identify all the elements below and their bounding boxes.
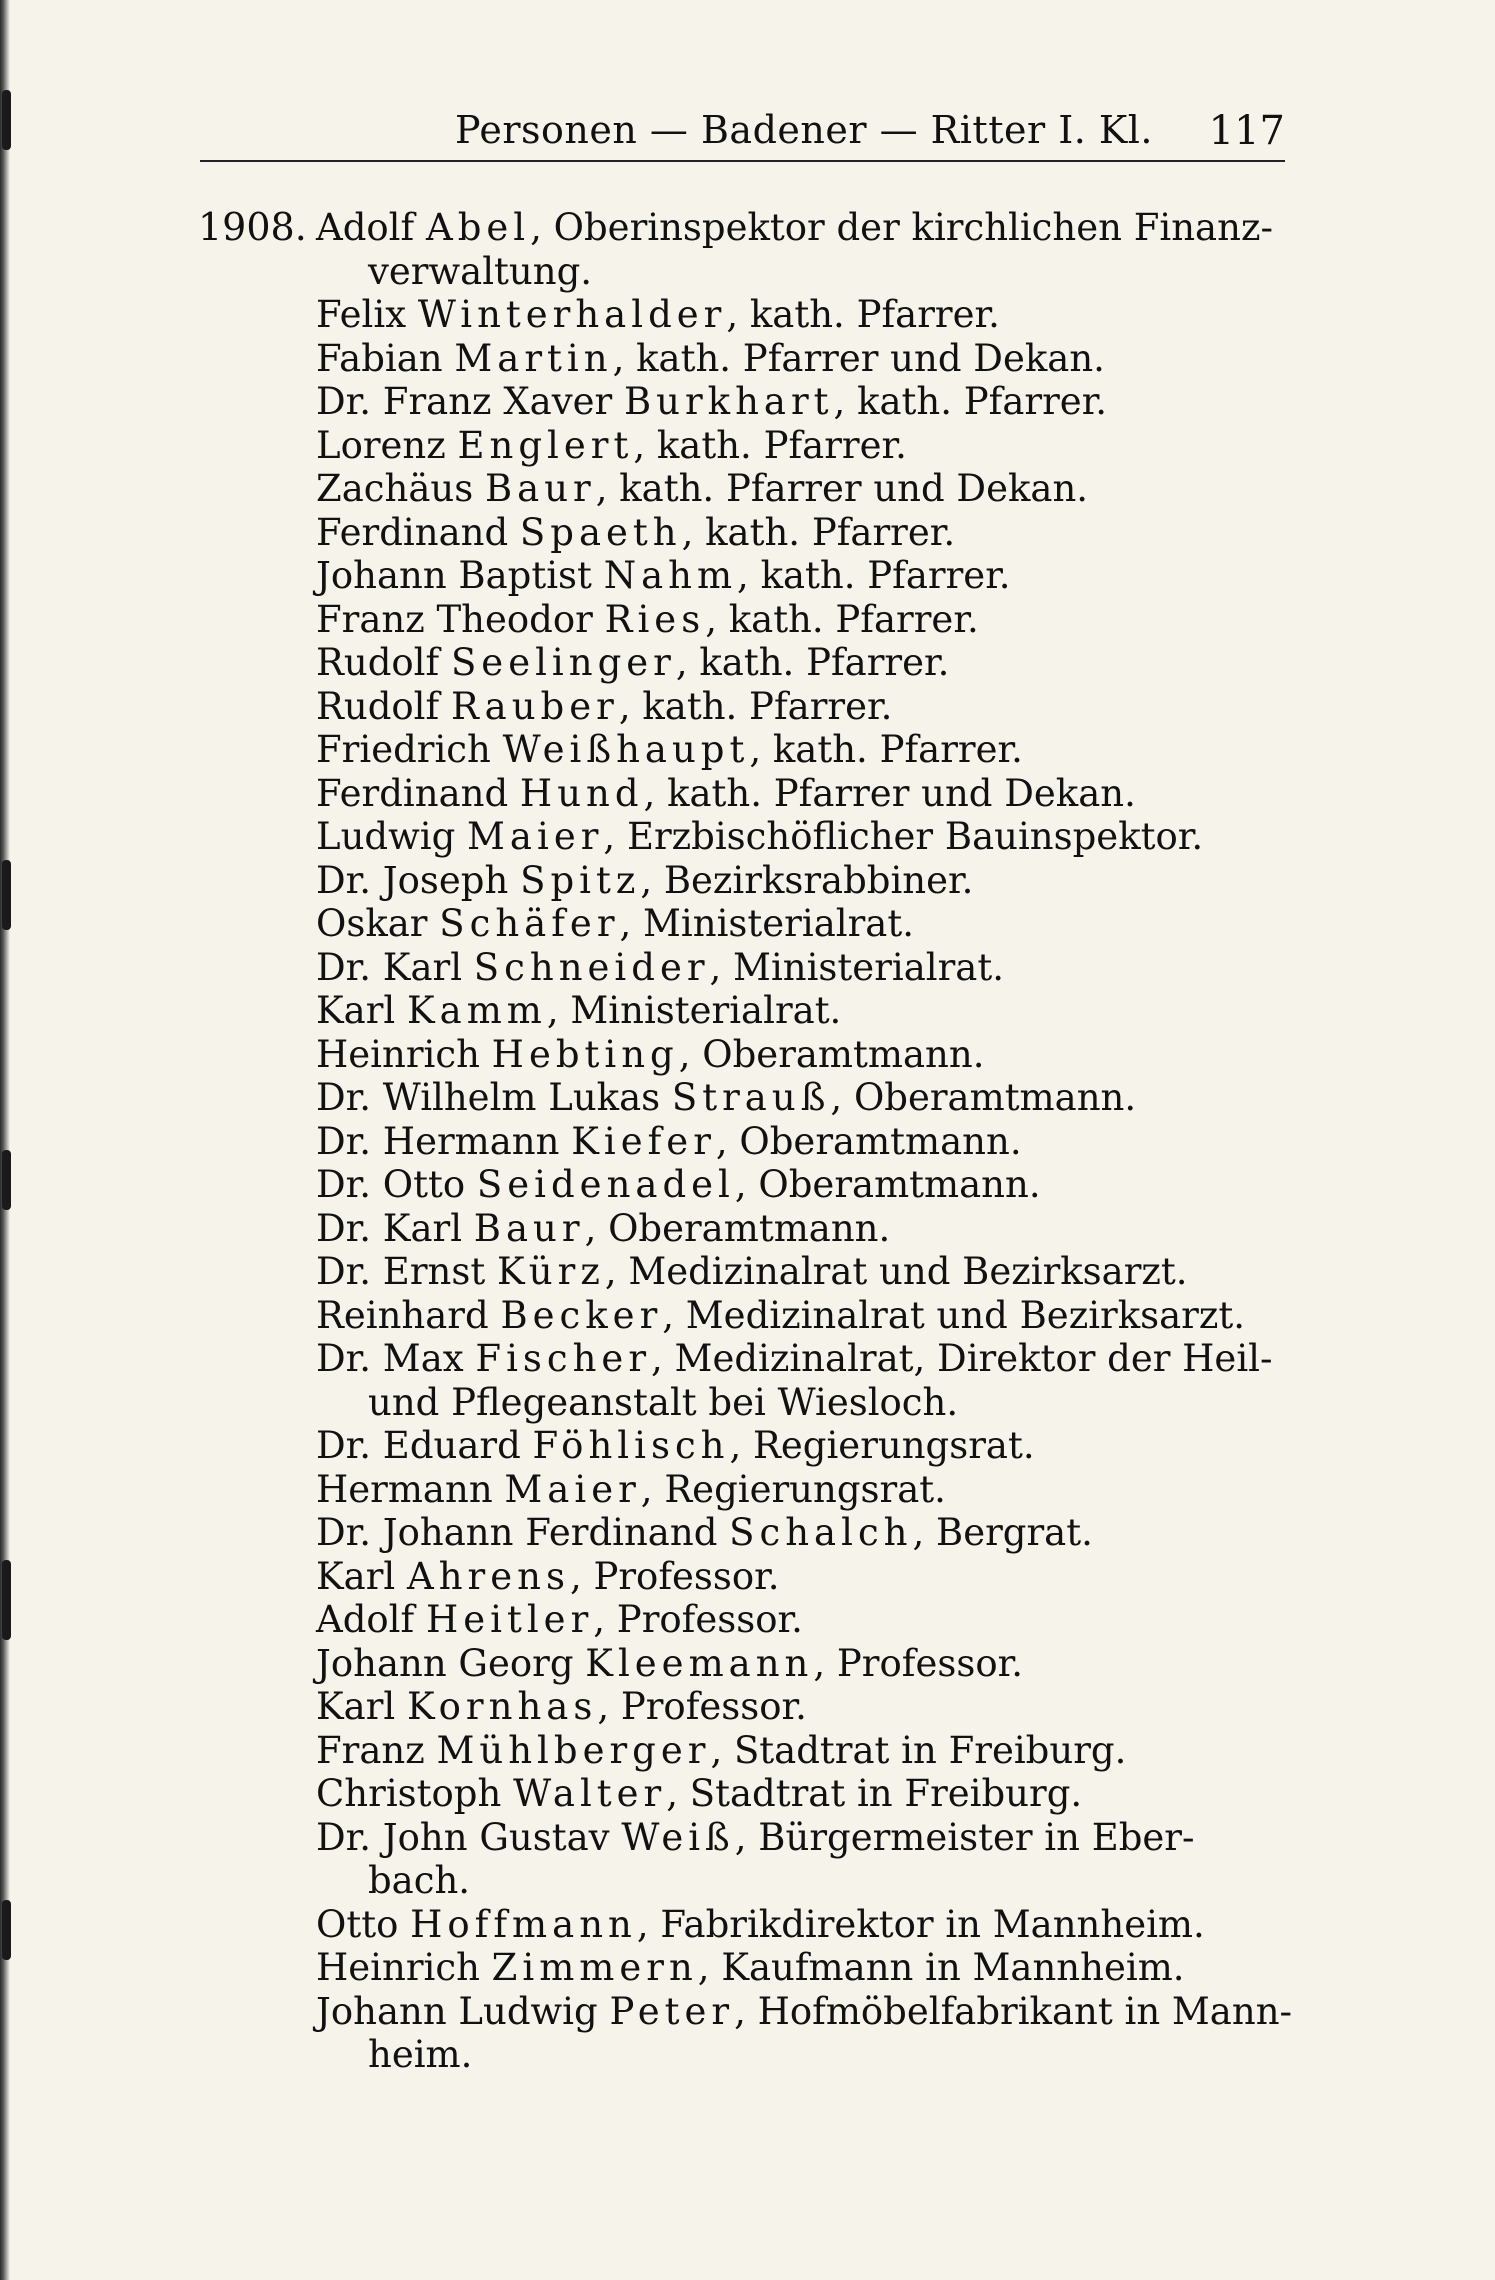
list-item [316, 641, 1288, 685]
surname: Spitz [520, 858, 641, 902]
title-description: , kath. Pfarrer. [618, 684, 893, 728]
given-name: Adolf [316, 1598, 415, 1641]
continuation-line: bach. [368, 1859, 471, 1902]
given-name: Karl [316, 1554, 396, 1598]
given-name: Dr. Hermann [316, 1119, 560, 1163]
title-description: , Ministerialrat. [619, 902, 914, 945]
given-name: Fabian [316, 336, 443, 380]
given-name: Oskar [316, 902, 428, 945]
given-name: Lorenz [316, 423, 446, 467]
given-name: Franz [316, 1728, 425, 1772]
surname: Nahm [603, 554, 738, 597]
title-description: , Oberamtmann. [830, 1076, 1137, 1119]
binding-mark [2, 90, 11, 150]
given-name: Karl [316, 989, 396, 1032]
given-name: Heinrich [316, 1946, 480, 1989]
given-name: Hermann [316, 1467, 493, 1511]
surname: Maier [504, 1467, 641, 1511]
list-item [316, 1946, 1288, 1990]
given-name: Johann Ludwig [316, 1989, 598, 2033]
binding-mark [2, 1900, 11, 1960]
list-item [316, 1250, 1288, 1294]
given-name: Dr. Karl [316, 1206, 463, 1250]
surname: Heitler [425, 1598, 594, 1641]
surname: Burkhart [623, 380, 834, 423]
title-description: , Medizinalrat und Bezirksarzt. [604, 1250, 1188, 1293]
surname: Kiefer [571, 1119, 716, 1163]
page-number: 117 [1208, 108, 1285, 154]
given-name: Rudolf [316, 641, 440, 684]
continuation-line: verwaltung. [368, 249, 593, 293]
given-name: Friedrich [316, 728, 491, 771]
given-name: Ludwig [316, 815, 456, 858]
binding-mark [2, 860, 11, 930]
surname: Fischer [475, 1337, 652, 1380]
title-description: , Professor. [569, 1554, 780, 1598]
surname: Kornhas [407, 1685, 598, 1728]
list-item [316, 815, 1288, 859]
title-description: , kath. Pfarrer und Dekan. [612, 336, 1105, 380]
title-description: , Oberamtmann. [734, 1163, 1041, 1206]
title-description: , Stadtrat in Freiburg. [710, 1728, 1127, 1772]
surname: Seidenadel [476, 1163, 735, 1206]
list-item [316, 1076, 1288, 1120]
surname: Weißhaupt [502, 728, 750, 771]
list-item [316, 1033, 1288, 1077]
title-description: , Oberamtmann. [584, 1206, 891, 1250]
list-item [316, 1207, 1288, 1251]
title-description: , Bezirksrabbiner. [640, 858, 974, 902]
list-item [316, 685, 1288, 729]
title-description: , kath. Pfarrer. [633, 423, 907, 467]
list-item [316, 1511, 1288, 1555]
surname: Hebting [491, 1032, 679, 1076]
surname: Zimmern [491, 1946, 698, 1989]
title-description: , Stadtrat in Freiburg. [666, 1772, 1083, 1815]
title-description: , Oberamtmann. [678, 1032, 985, 1076]
list-item [316, 1598, 1288, 1642]
given-name: Felix [316, 293, 407, 336]
title-description: , Medizinalrat, Direktor der Heil- [651, 1337, 1273, 1380]
title-description: , Bürgermeister in Eber- [734, 1815, 1195, 1859]
given-name: Adolf [316, 206, 415, 249]
list-item [316, 424, 1288, 468]
given-name: Dr. Max [316, 1337, 464, 1380]
year-label: 1908. [198, 205, 307, 249]
list-item [316, 989, 1288, 1033]
running-header [200, 108, 1285, 158]
list-item [316, 1772, 1288, 1816]
surname: Peter [609, 1989, 735, 2033]
given-name: Otto [316, 1902, 399, 1946]
title-description: , Hofmöbelfabrikant in Mann- [734, 1989, 1293, 2033]
surname: Abel [425, 206, 531, 249]
continuation-line: und Pflegeanstalt bei Wiesloch. [368, 1380, 959, 1424]
given-name: Reinhard [316, 1293, 489, 1337]
list-item [316, 293, 1288, 337]
title-description: , Erzbischöflicher Bauinspektor. [603, 815, 1204, 858]
list-item [316, 902, 1288, 946]
surname: Kürz [496, 1250, 605, 1293]
title-description: , kath. Pfarrer und Dekan. [595, 467, 1089, 510]
title-description: , kath. Pfarrer und Dekan. [643, 771, 1136, 815]
surname: Hoffmann [410, 1902, 637, 1946]
list-item [316, 1816, 1288, 1903]
surname: Walter [513, 1772, 667, 1815]
list-item [316, 728, 1288, 772]
given-name: Ferdinand [316, 771, 509, 815]
entry-list [316, 206, 1293, 2077]
title-description: , Kaufmann in Mannheim. [697, 1946, 1185, 1989]
title-description: , Oberamtmann. [715, 1119, 1022, 1163]
given-name: Dr. Otto [316, 1163, 466, 1206]
list-item [316, 1685, 1288, 1729]
list-item [316, 1903, 1288, 1947]
given-name: Dr. Johann Ferdinand [316, 1511, 718, 1554]
running-header-title: Personen — Badener — Ritter I. Kl. [455, 108, 1153, 152]
given-name: Dr. Eduard [316, 1424, 521, 1467]
surname: Englert [457, 423, 634, 467]
surname: Seelinger [450, 641, 676, 684]
surname: Mühlberger [436, 1728, 711, 1772]
surname: Maier [467, 815, 604, 858]
surname: Kleemann [585, 1641, 814, 1685]
given-name: Dr. Ernst [316, 1250, 486, 1293]
given-name: Rudolf [316, 684, 440, 728]
title-description: , Regierungsrat. [729, 1424, 1035, 1467]
surname: Hund [519, 771, 644, 815]
surname: Spaeth [519, 510, 682, 554]
surname: Winterhalder [417, 293, 727, 336]
title-description: , Bergrat. [912, 1511, 1093, 1554]
list-item [316, 1642, 1288, 1686]
list-item [316, 946, 1288, 990]
title-description: , Oberinspektor der kirchlichen Finanz- [530, 206, 1273, 249]
surname: Schneider [473, 945, 710, 989]
surname: Ahrens [407, 1554, 570, 1598]
surname: Strauß [671, 1076, 831, 1119]
title-description: , kath. Pfarrer. [681, 510, 956, 554]
list-item [316, 1989, 1293, 2077]
surname: Weiß [621, 1815, 735, 1859]
title-description: , Ministerialrat. [546, 989, 842, 1032]
surname: Schäfer [439, 902, 620, 945]
list-item [316, 1555, 1288, 1599]
title-description: , kath. Pfarrer. [749, 728, 1023, 771]
given-name: Ferdinand [316, 510, 509, 554]
list-item [316, 337, 1288, 381]
list-item [316, 772, 1288, 816]
list-item [316, 598, 1288, 642]
list-item [316, 1468, 1288, 1512]
title-description: , Professor. [813, 1641, 1023, 1685]
binding-mark [2, 1560, 11, 1640]
title-description: , kath. Pfarrer. [705, 597, 979, 641]
surname: Becker [500, 1293, 663, 1337]
continuation-line: heim. [368, 2033, 473, 2076]
list-item [316, 511, 1288, 555]
list-item [316, 380, 1288, 424]
title-description: , kath. Pfarrer. [737, 554, 1011, 597]
title-description: , Fabrikdirektor in Mannheim. [636, 1902, 1205, 1946]
given-name: Heinrich [316, 1032, 480, 1076]
surname: Rauber [450, 684, 619, 728]
title-description: , kath. Pfarrer. [726, 293, 1000, 336]
list-item [316, 467, 1288, 511]
list-item [316, 1424, 1288, 1468]
surname: Baur [473, 1206, 585, 1250]
binding-mark [2, 1150, 11, 1210]
list-item [316, 1120, 1288, 1164]
list-item [316, 1337, 1288, 1424]
title-description: , Ministerialrat. [709, 945, 1004, 989]
given-name: Johann Baptist [316, 554, 592, 597]
surname: Ries [604, 597, 706, 641]
given-name: Christoph [316, 1772, 502, 1815]
list-item [316, 1294, 1288, 1338]
title-description: , kath. Pfarrer. [833, 380, 1108, 423]
given-name: Dr. Karl [316, 945, 463, 989]
given-name: Dr. John Gustav [316, 1815, 610, 1859]
title-description: , Medizinalrat und Bezirksarzt. [662, 1293, 1245, 1337]
given-name: Dr. Wilhelm Lukas [316, 1076, 661, 1119]
given-name: Zachäus [316, 467, 474, 510]
list-item [316, 859, 1288, 903]
title-description: , Professor. [597, 1685, 807, 1728]
given-name: Dr. Franz Xaver [316, 380, 613, 423]
given-name: Dr. Joseph [316, 858, 509, 902]
given-name: Franz Theodor [316, 597, 593, 641]
list-item [316, 1729, 1288, 1773]
list-item [316, 554, 1288, 598]
surname: Schalch [729, 1511, 913, 1554]
title-description: , Regierungsrat. [640, 1467, 946, 1511]
surname: Kamm [407, 989, 547, 1032]
surname: Baur [484, 467, 596, 510]
title-description: , kath. Pfarrer. [675, 641, 950, 684]
given-name: Johann Georg [316, 1641, 574, 1685]
list-item [316, 206, 1288, 293]
title-description: , Professor. [593, 1598, 803, 1641]
surname: Föhlisch [532, 1424, 730, 1467]
given-name: Karl [316, 1685, 396, 1728]
list-item [316, 1163, 1288, 1207]
header-rule [200, 160, 1285, 162]
surname: Martin [454, 336, 613, 380]
